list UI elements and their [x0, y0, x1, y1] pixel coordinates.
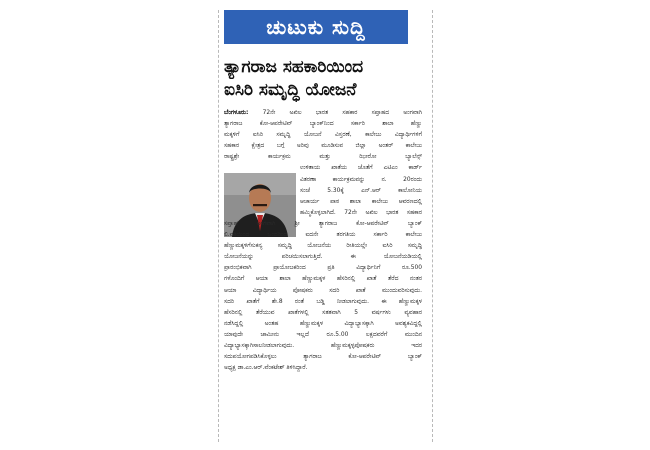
article-line: ಸದುಪಯೋಗಪಡಿಸಿಕೊಳ್ಳಲು ತ್ಯಾಗರಾಜ ಕೋ-ಆಪರೇಟಿವ್ ಬ್ಯಾಂಕ್ — [224, 354, 422, 361]
article-line: ಸಹಕಾರ ಕ್ಷೇತ್ರದ ಬಗ್ಗೆ ಅರಿವು ಮೂಡಿಸುವ ಜಿಲ್ಲಾ ಅಂತರ್ ಕಾಲೇಜು — [224, 143, 422, 150]
section-banner: ಚುಟುಕು ಸುದ್ದಿ — [224, 10, 408, 44]
article-line: ಅಧ್ಯಕ್ಷ ಡಾ.ಎಂ.ಆರ್.ವೆಂಕಟೇಶ್ ತಿಳಿಸಿದ್ದಾರೆ. — [224, 365, 308, 372]
article-line: ಬೆಂಗಳೂರು: 72ನೇ ಅಖಿಲ ಭಾರತ ಸಹಕಾರ ಸಪ್ತಾಹದ ಅಂಗವಾಗಿ — [224, 110, 422, 116]
article-line: ಉಳಿತಾಯ ಖಾತೆಯ ಜೊತೆಗೆ ಎಟಿಎಂ ಕಾರ್ಡ್ — [300, 165, 422, 172]
article-line: ನಡೆಸಿದ್ದಲ್ಲಿ ಅಂತಹ ಹೆಣ್ಣುಮಕ್ಕಳ ವಿದ್ಯಾಭ್ಯಾಸಕ್ಕಾಗಿ ಅವಶ್ಯಕವಿದ್ದಲ್ಲಿ — [224, 320, 422, 327]
article-line: ಆಚಾರ್ಯ ಪಾಠ ಶಾಲಾ ಕಾಲೇಜು ಆವರಣದಲ್ಲಿ — [300, 198, 422, 205]
article-line: ಪ್ರಾರಂಭಿಕವಾಗಿ ಪ್ರಾಯೋಜಕರಿಂದ ಪ್ರತಿ ವಿದ್ಯಾರ್ಥಿನಿಗೆ ರೂ.500 — [224, 265, 422, 272]
article-line: ಹಮ್ಮಿಕೊಳ್ಳಲಾಗಿದೆ. 72ನೇ ಅಖಿಲ ಭಾರತ ಸಹಕಾರ — [300, 209, 422, 216]
article-line: ಗಳೊಂದಿಗೆ ಆಯಾ ಶಾಲಾ ಹೆಣ್ಣುಮಕ್ಕಳ ಹೆಸರಿನಲ್ಲಿ ಖಾತೆ ತೆರೆದ ನಂತರ — [224, 276, 422, 283]
article-line: ಸಂಜೆ 5.30ಕ್ಕೆ ಎನ್.ಆರ್ ಕಾಲೋನಿಯ — [300, 187, 422, 194]
article-line: ಯೋಜನೆಯನ್ನು ಪರಿಚಯಿಸಲಾಗುತ್ತಿದೆ. ಈ ಯೋಜನೆಯಡಿಯಲ್ಲಿ — [224, 254, 422, 261]
article-line: ವಿದ್ಯಾಭ್ಯಾಸಕ್ಕಾಗಿಸಾಲನೀಡಲಾಗುವುದು. ಹೆಣ್ಣುಮಕ್ಕಳ್ಳಪೋಷಕರು ಇದರ — [224, 342, 422, 349]
article-line: ರಾಷ್ಟ್ರಶ್ರೇ ಕಾರ್ಯಕ್ರಮ ಮತ್ತು ಝೀರೋ ಬ್ಯಾಲೆನ್ಸ್ — [224, 154, 422, 161]
dateline: ಬೆಂಗಳೂರು: — [224, 110, 249, 116]
headline-line-2: ಐಸಿರಿ ಸಮೃದ್ಧಿ ಯೋಜನೆ — [224, 80, 357, 100]
article-line: ಸಪ್ತಾಹ ಅಂಗವಾಗಿ ಶ್ರೀ ತ್ಯಾಗರಾಜ ಕೋ-ಆಪರೇಟಿವ್ ಬ್ಯಾಂಕ್ — [224, 220, 422, 227]
article-line: ತ್ಯಾಗರಾಜ ಕೋ-ಆಪರೇಟಿವ್ ಬ್ಯಾಂಕ್‌ನಿಂದ ಸರ್ಕಾರಿ ಶಾಲಾ ಹೆಣ್ಣು — [224, 121, 422, 128]
article-line: ವಿತರಣಾ ಕಾರ್ಯಕ್ರಮವನ್ನು ನ. 20ರಂದು — [300, 176, 422, 183]
article-line: ಹೆಣ್ಣುಮಕ್ಕಳಿಗೆಸುಕನ್ಯ ಸಮೃದ್ಧಿ ಯೋಜನೆಯ ರೀತಿಯಲ್ಲೇ ಐಸಿರಿ ಸಮೃದ್ಧಿ — [224, 243, 422, 250]
article-line: ಹೆಸರಿನಲ್ಲಿ ತೆರೆಯುವ ಖಾತೆಗಳಲ್ಲಿ ಸತತವಾಗಿ 5 ವರ್ಷಗಳು ವ್ಯವಹಾರ — [224, 309, 422, 316]
article-line: ಆಯಾ ವಿದ್ಯಾರ್ಥಿಯ ಪೋಷಕರು ಸದರಿ ಖಾತೆ ಮುಂದುವರಿಸುವುದು. — [224, 287, 422, 294]
column-rule-left — [218, 10, 219, 442]
headline-line-1: ತ್ಯಾಗರಾಜ ಸಹಕಾರಿಯಿಂದ — [224, 57, 364, 77]
column-rule-right — [432, 10, 433, 442]
article-body — [224, 108, 422, 374]
headline — [224, 56, 420, 102]
article-line: ಮಕ್ಕಳಿಗೆ ಐಸಿರಿ ಸಮೃದ್ಧಿ ಯೋಜನೆ ವಿಸ್ತರಣೆ, ಕಾಲೇಜು ವಿದ್ಯಾರ್ಥಿಗಳಿಗೆ — [224, 132, 422, 139]
article-line: ಲಿ.ವತಿಯಿಂದ ಒಂದರಿಂದ ಐದನೇ ತರಗತಿಯ ಸರ್ಕಾರಿ ಕಾಲೇಜು — [224, 232, 422, 239]
article-line: ಯಾವುದೇ ಜಾಮೀನು ಇಲ್ಲದೆ ರೂ.5.00 ಲಕ್ಷದವರೆಗೆ ಮುಂದಿನ — [224, 331, 422, 338]
article-line: ಸದರಿ ಖಾತೆಗೆ ಶೇ.8 ರಂತೆ ಬಡ್ಡಿ ನೀಡಲಾಗುವುದು. ಈ ಹೆಣ್ಣುಮಕ್ಕಳ — [224, 298, 422, 305]
